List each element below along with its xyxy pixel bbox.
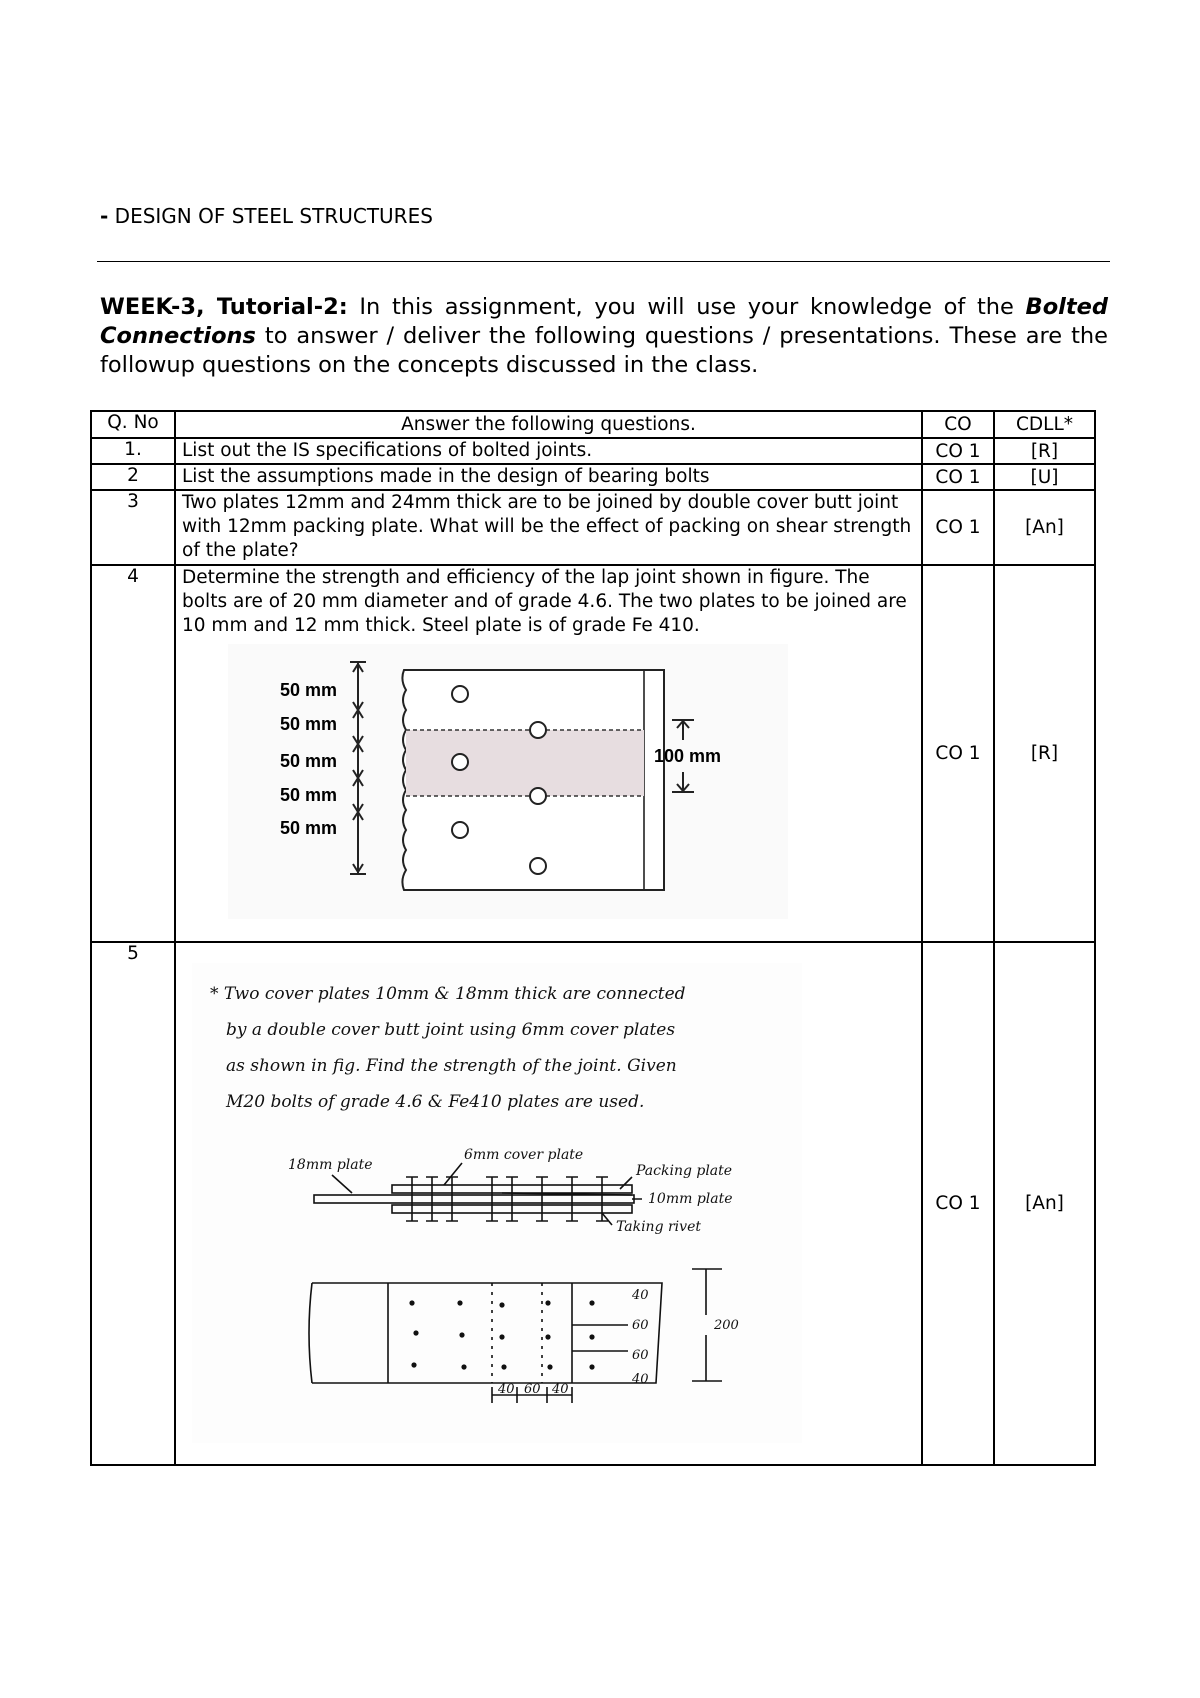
question-co: CO 1 [922, 438, 994, 464]
header-dash: - [100, 204, 109, 228]
label-taking-rivet: Taking rivet [616, 1219, 701, 1235]
label-10mm-plate: 10mm plate [648, 1191, 733, 1207]
question-number: 1. [91, 438, 175, 464]
question-cdll: [U] [994, 464, 1095, 490]
course-title: DESIGN OF STEEL STRUCTURES [114, 204, 433, 228]
width-label: 100 mm [654, 746, 722, 766]
question-text: List out the IS specifications of bolted joints. [175, 438, 922, 464]
dim-40-bottom-right: 40 [552, 1382, 569, 1397]
question-cell [175, 942, 922, 1465]
intro-text-1: In this assignment, you will use your knowledge of the [347, 294, 1026, 320]
note-line-2: by a double cover butt joint using 6mm cover plates [226, 1020, 676, 1040]
note-line-3: as shown in fig. Find the strength of the joint. Given [226, 1056, 677, 1076]
dim-40-bottom: 40 [632, 1372, 649, 1387]
label-18mm-plate: 18mm plate [288, 1157, 373, 1173]
question-text: Determine the strength and efficiency of the lap joint shown in figure. The bolts are of 20 mm diameter and of grade 4.6. The two plates to be joined are 10 mm and 12 mm thick. Steel plate is of grade Fe 410. [182, 567, 907, 636]
question-cdll: [R] [994, 438, 1095, 464]
question-cell [175, 565, 922, 942]
header-question: Answer the following questions. [175, 411, 922, 438]
question-number: 5 [91, 942, 175, 1465]
header-qno: Q. No [91, 411, 175, 438]
dim-60-lower: 60 [632, 1348, 649, 1363]
label-packing: Packing plate [636, 1163, 733, 1179]
lap-joint-figure [228, 644, 788, 919]
dim-40-top: 40 [632, 1288, 649, 1303]
week-label: WEEK-3, Tutorial-2: [100, 294, 348, 320]
header-divider [97, 261, 1110, 262]
table-row [91, 464, 1095, 490]
note-line-4: M20 bolts of grade 4.6 & Fe410 plates are used. [226, 1092, 645, 1112]
question-co: CO 1 [922, 942, 994, 1465]
dim-label-3: 50 mm [280, 751, 338, 771]
topic-label: Bolted Connections [100, 294, 1108, 349]
header-cdll: CDLL* [994, 411, 1095, 438]
dim-60-bottom: 60 [524, 1382, 541, 1397]
dim-60-upper: 60 [632, 1318, 649, 1333]
question-co: CO 1 [922, 490, 994, 565]
dim-label-5: 50 mm [280, 818, 338, 838]
note-line-1: * Two cover plates 10mm & 18mm thick are connected [210, 984, 686, 1004]
table-header-row [91, 411, 1095, 438]
question-co: CO 1 [922, 464, 994, 490]
question-text: List the assumptions made in the design of bearing bolts [175, 464, 922, 490]
label-6mm-cover: 6mm cover plate [464, 1147, 584, 1163]
document-header [100, 204, 433, 228]
table-row [91, 942, 1095, 1465]
table-row [91, 565, 1095, 942]
question-cdll: [An] [994, 942, 1095, 1465]
question-number: 4 [91, 565, 175, 942]
question-cdll: [An] [994, 490, 1095, 565]
dim-40-bottom-left: 40 [498, 1382, 515, 1397]
questions-table [90, 410, 1096, 1466]
question-number: 2 [91, 464, 175, 490]
dim-200-total: 200 [714, 1318, 739, 1333]
question-text: Two plates 12mm and 24mm thick are to be joined by double cover butt joint with 12mm packing plate. What will be the effect of packing on shear strength of the plate? [175, 490, 922, 565]
dim-label-1: 50 mm [280, 680, 338, 700]
table-row [91, 490, 1095, 565]
butt-joint-figure [192, 963, 802, 1443]
question-cdll: [R] [994, 565, 1095, 942]
header-co: CO [922, 411, 994, 438]
assignment-intro [100, 293, 1108, 380]
intro-text-2: to answer / deliver the following questions / presentations. These are the followup questions on the concepts discussed in the class. [100, 323, 1108, 378]
question-co: CO 1 [922, 565, 994, 942]
dim-label-2: 50 mm [280, 714, 338, 734]
question-number: 3 [91, 490, 175, 565]
table-row [91, 438, 1095, 464]
dim-label-4: 50 mm [280, 785, 338, 805]
